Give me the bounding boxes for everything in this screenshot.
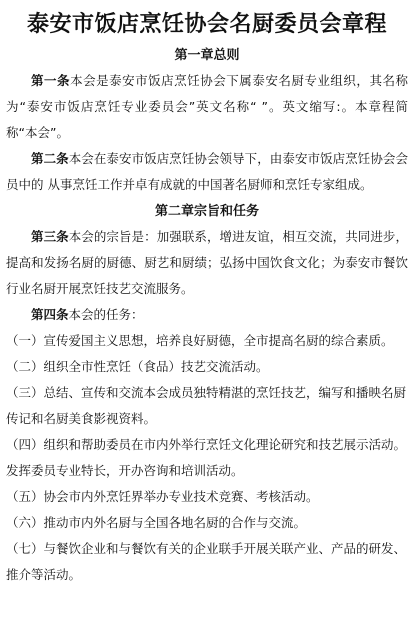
chapter-2-heading: 第二章宗旨和任务 [154, 204, 259, 219]
task-item-3: （三）总结、宣传和交流本会成员独特精湛的烹饪技艺，编写和播映名厨传记和名厨美食影视资料。 [6, 385, 407, 426]
chapter-1-heading: 第一章总则 [174, 48, 240, 63]
task-item-7: （七）与餐饮企业和与餐饮有关的企业联手开展关联产业、产品的研发、推介等活动。 [6, 541, 407, 582]
article-2-lead: 第二条 [31, 151, 69, 166]
document-page [0, 10, 414, 635]
article-1 [6, 68, 408, 146]
task-item-2: （二）组织全市性烹饪（食品）技艺交流活动。 [6, 359, 269, 374]
article-4 [6, 302, 408, 328]
article-4-lead: 第四条 [31, 307, 69, 322]
article-3-lead: 第三条 [31, 229, 69, 244]
article-1-body: 本会是泰安市饭店烹饪协会下属泰安名厨专业组织，其名称为“泰安市饭店烹饪专业委员会”英文名称“ ”。英文缩写:。本章程简称“本会”。 [6, 73, 408, 140]
document-title: 泰安市饭店烹饪协会名厨委员会章程 [26, 11, 387, 37]
article-1-lead: 第一条 [31, 73, 71, 88]
article-4-body: 本会的任务： [68, 307, 144, 322]
task-item-5: （五）协会市内外烹饪界举办专业技术竞赛、考核活动。 [6, 489, 319, 504]
task-item-1: （一）宣传爱国主义思想，培养良好厨德，全市提高名厨的综合素质。 [6, 333, 394, 348]
article-3-body: 本会的宗旨是：加强联系，增进友谊，相互交流，共同进步，提高和发扬名厨的厨德、厨艺和厨绩；弘扬中国饮食文化；为泰安市餐饮行业名厨开展烹饪技艺交流服务。 [6, 229, 408, 296]
task-item-4: （四）组织和帮助委员在市内外举行烹饪文化理论研究和技艺展示活动。发挥委员专业特长，开办咨询和培训活动。 [6, 437, 407, 478]
article-2 [6, 146, 408, 198]
article-3 [6, 224, 408, 302]
task-item-6: （六）推动市内外名厨与全国各地名厨的合作与交流。 [6, 515, 307, 530]
article-2-body: 本会在泰安市饭店烹饪协会领导下，由泰安市饭店烹饪协会会员中的 从事烹饪工作并卓有成就的中国著名厨师和烹饪专家组成。 [6, 151, 408, 192]
